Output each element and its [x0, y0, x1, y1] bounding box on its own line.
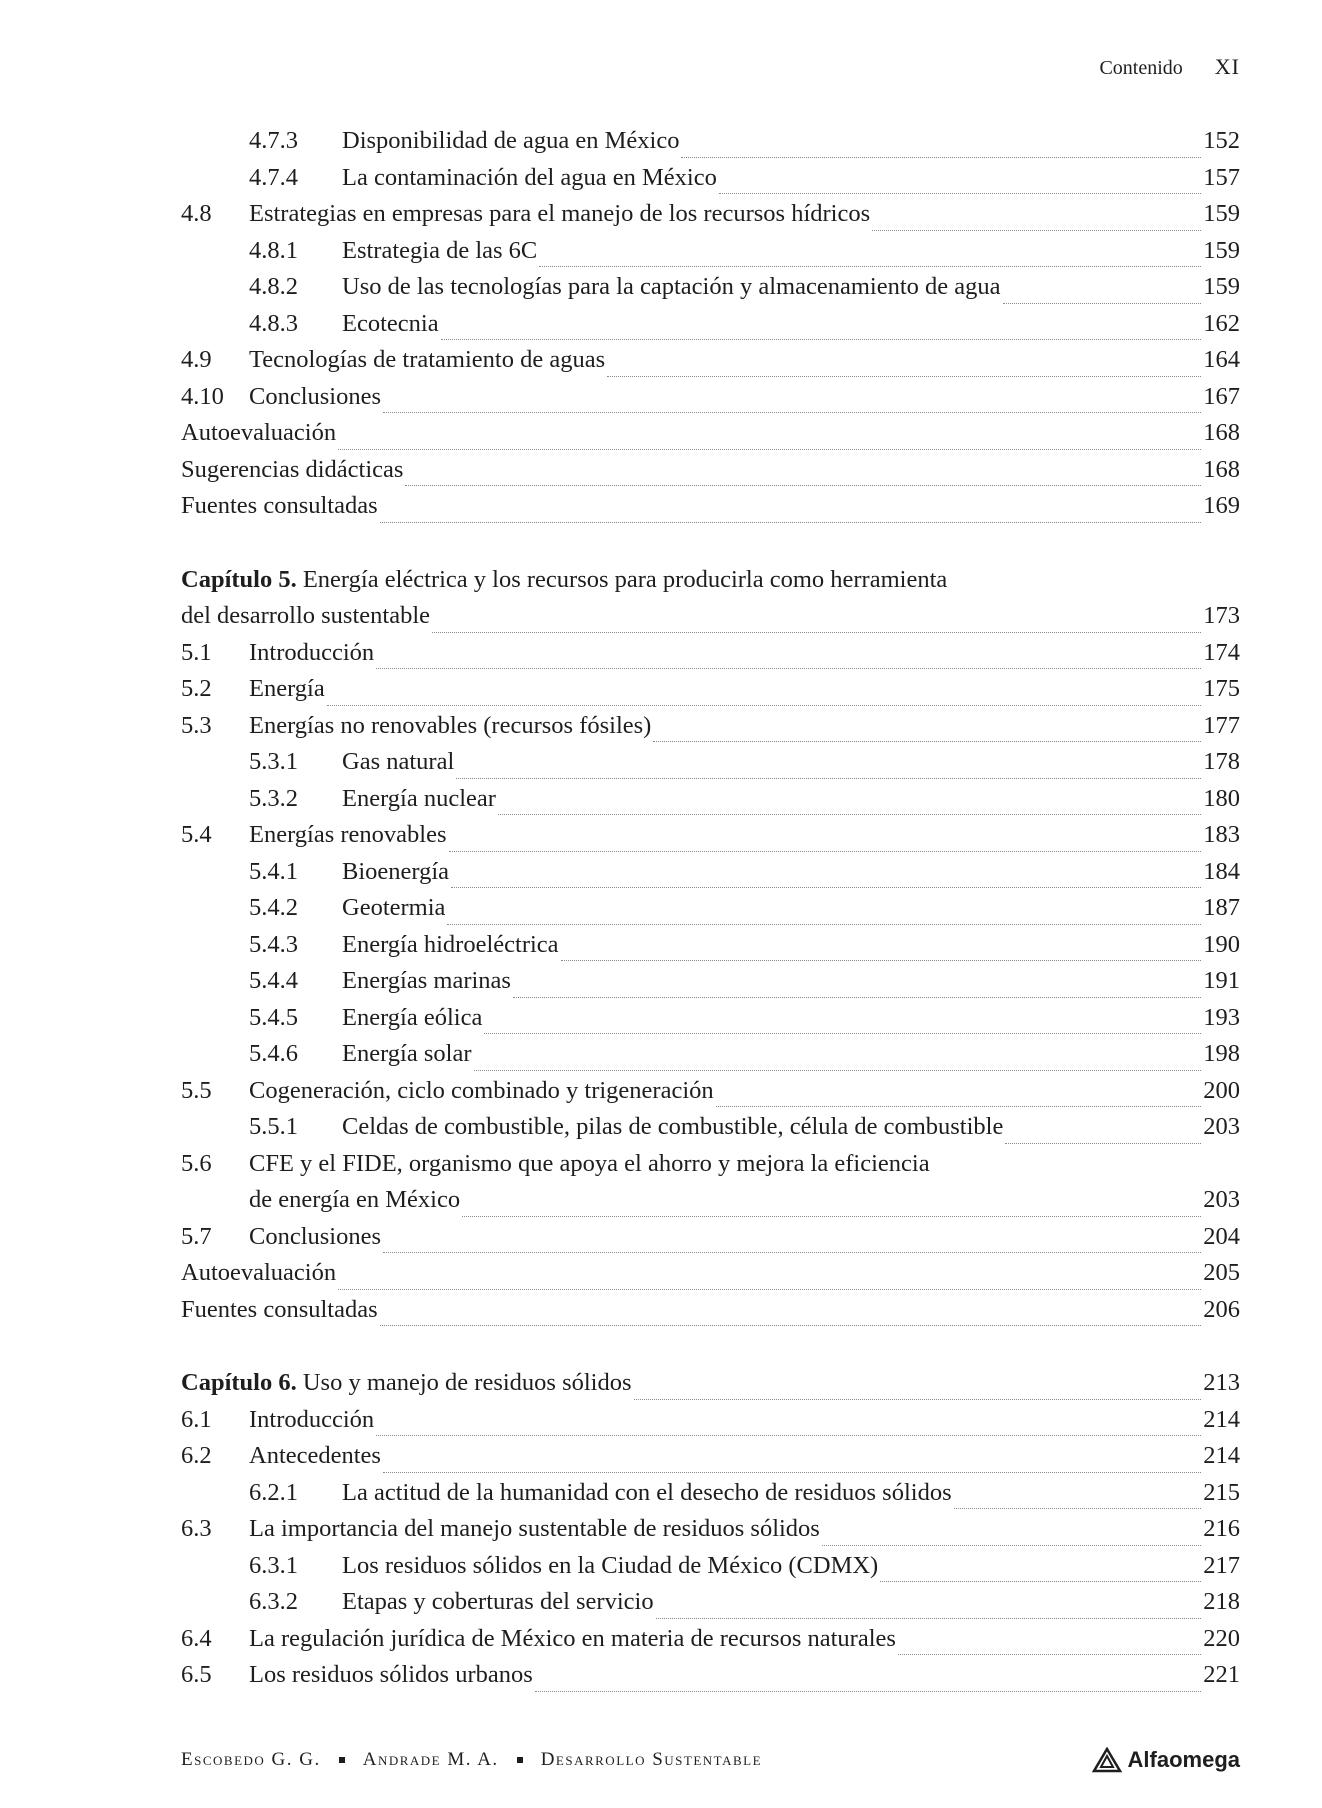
dot-leader	[474, 1070, 1202, 1071]
toc-entry[interactable]	[181, 1369, 1240, 1406]
toc-entry[interactable]	[181, 1515, 1240, 1552]
toc-entry-title: Conclusiones	[249, 382, 382, 410]
toc-entry-number: 5.2	[181, 675, 212, 702]
toc-entry-page: 168	[1203, 455, 1240, 483]
toc-entry-number: 6.5	[181, 1661, 212, 1688]
toc-entry-page: 159	[1203, 236, 1240, 264]
dot-leader	[656, 1618, 1202, 1619]
toc-entry-title: Geotermia	[342, 894, 446, 921]
toc-entry-page: 168	[1203, 419, 1240, 446]
toc-entry-title: Energía nuclear	[342, 784, 496, 812]
chapter-label: Capítulo 5.	[181, 565, 297, 593]
toc-entry-page: 205	[1203, 1259, 1240, 1286]
toc-entry[interactable]	[181, 785, 1240, 822]
dot-leader	[539, 266, 1201, 267]
toc-entry-number: 4.7.3	[249, 127, 298, 154]
dot-leader	[653, 741, 1201, 742]
publisher-logo	[1092, 1747, 1240, 1773]
dot-leader	[822, 1545, 1201, 1546]
toc-entry[interactable]	[181, 492, 1240, 529]
toc-entry-page: 217	[1203, 1551, 1240, 1579]
toc-entry-title: Los residuos sólidos en la Ciudad de México (CDMX)	[342, 1551, 879, 1579]
toc-entry[interactable]	[181, 237, 1240, 274]
section-spacer	[181, 1332, 1240, 1369]
dot-leader	[484, 1033, 1201, 1034]
toc-entry-number: 6.3.2	[249, 1588, 298, 1615]
dot-leader	[456, 778, 1201, 779]
dot-leader	[681, 157, 1201, 158]
toc-entry-page: 173	[1203, 602, 1240, 629]
dot-leader	[383, 412, 1201, 413]
toc-entry-page: 214	[1203, 1405, 1240, 1433]
toc-entry-number: 4.7.4	[249, 163, 298, 191]
dot-leader	[880, 1581, 1201, 1582]
toc-entry-title: La contaminación del agua en México	[342, 163, 717, 191]
toc-entry-title	[181, 1369, 632, 1397]
toc-entry-page: 167	[1203, 382, 1240, 410]
toc-entry[interactable]	[181, 748, 1240, 785]
toc-entry-page: 221	[1203, 1661, 1240, 1688]
toc-entry[interactable]	[181, 346, 1240, 383]
page-footer	[181, 1747, 1240, 1773]
toc-entry[interactable]	[181, 1625, 1240, 1662]
toc-entry-number: 5.4.2	[249, 894, 298, 921]
toc-entry-page: 178	[1203, 748, 1240, 775]
dot-leader	[498, 814, 1201, 815]
toc-entry-page: 157	[1203, 163, 1240, 191]
toc-entry-number: 6.3	[181, 1515, 212, 1542]
dot-leader	[898, 1654, 1201, 1655]
running-header	[1099, 54, 1240, 80]
toc-entry-number: 5.6	[181, 1149, 212, 1177]
toc-entry-number: 5.5.1	[249, 1113, 298, 1140]
toc-entry[interactable]	[181, 712, 1240, 749]
toc-entry[interactable]	[181, 1259, 1240, 1296]
dot-leader	[376, 1435, 1201, 1436]
toc-entry-title: La actitud de la humanidad con el desecho de residuos sólidos	[342, 1478, 952, 1506]
dot-leader	[719, 193, 1201, 194]
toc-entry[interactable]	[181, 967, 1240, 1004]
dot-leader	[716, 1106, 1202, 1107]
toc-entry-title: Fuentes consultadas	[181, 492, 378, 519]
toc-entry-title: Introducción	[249, 1405, 375, 1433]
dot-leader	[338, 1289, 1201, 1290]
alfaomega-triangle-icon	[1092, 1747, 1122, 1773]
toc-entry-page: 183	[1203, 821, 1240, 848]
toc-entry-number: 5.4.5	[249, 1003, 298, 1031]
dot-leader	[607, 376, 1201, 377]
toc-entry-title: La importancia del manejo sustentable de residuos sólidos	[249, 1515, 820, 1542]
separator-square-icon	[339, 1757, 345, 1763]
toc-entry-page: 174	[1203, 638, 1240, 666]
toc-entry-title: Energía hidroeléctrica	[342, 930, 559, 958]
toc-entry-number: 4.8.1	[249, 236, 298, 264]
toc-entry-title: CFE y el FIDE, organismo que apoya el ahorro y mejora la eficiencia	[249, 1149, 930, 1177]
dot-leader	[441, 339, 1202, 340]
toc-entry[interactable]	[181, 1661, 1240, 1698]
toc-entry-title: Disponibilidad de agua en México	[342, 127, 680, 154]
toc-entry-number: 5.1	[181, 638, 212, 666]
toc-entry-page: 213	[1203, 1369, 1240, 1396]
toc-entry[interactable]	[181, 1442, 1240, 1479]
toc-entry[interactable]	[181, 931, 1240, 968]
toc-entry-number: 6.1	[181, 1405, 212, 1433]
toc-entry[interactable]	[181, 310, 1240, 347]
toc-entry-title: del desarrollo sustentable	[181, 602, 431, 629]
toc-entry-page: 159	[1203, 273, 1240, 300]
dot-leader	[383, 1252, 1201, 1253]
toc-entry-title: La regulación jurídica de México en materia de recursos naturales	[249, 1624, 896, 1652]
dot-leader	[954, 1508, 1202, 1509]
dot-leader	[513, 997, 1201, 998]
toc-entry-page: 203	[1203, 1186, 1240, 1213]
toc-entry[interactable]	[181, 1113, 1240, 1150]
toc-entry-title: Gas natural	[342, 748, 455, 775]
toc-entry-title: de energía en México	[249, 1186, 461, 1213]
toc-entry-title: Energía solar	[342, 1040, 472, 1067]
toc-entry-title: Energía eólica	[342, 1003, 483, 1031]
toc-entry[interactable]	[181, 164, 1240, 201]
chapter-label: Capítulo 6.	[181, 1369, 297, 1396]
toc-entry-title: Autoevaluación	[181, 1259, 337, 1286]
dot-leader	[449, 851, 1202, 852]
toc-entry[interactable]	[181, 1186, 1240, 1223]
toc-entry-page: 162	[1203, 309, 1240, 337]
toc-entry[interactable]	[181, 1223, 1240, 1260]
toc-entry-page: 164	[1203, 346, 1240, 373]
toc-entry-title: Estrategia de las 6C	[342, 236, 538, 264]
toc-entry-title: Energías marinas	[342, 967, 511, 994]
toc-entry-title: Etapas y coberturas del servicio	[342, 1588, 654, 1615]
toc-entry-page: 215	[1203, 1478, 1240, 1506]
toc-entry-title: Introducción	[249, 638, 375, 666]
toc-entry-page: 203	[1203, 1113, 1240, 1140]
toc-entry-number: 5.5	[181, 1076, 212, 1104]
toc-entry-page: 169	[1203, 492, 1240, 519]
toc-entry-page: 193	[1203, 1003, 1240, 1031]
toc-entry-title: Energía	[249, 675, 325, 702]
toc-entry-number: 5.3.1	[249, 748, 298, 775]
toc-entry-title: Bioenergía	[342, 857, 450, 885]
toc-entry-number: 5.4.4	[249, 967, 298, 994]
publisher-name: Alfaomega	[1127, 1747, 1240, 1772]
dot-leader	[535, 1691, 1201, 1692]
toc-entry-number: 5.4.6	[249, 1040, 298, 1067]
toc-entry-page: 152	[1203, 127, 1240, 154]
toc-entry-title: Tecnologías de tratamiento de aguas	[249, 346, 606, 373]
toc-entry[interactable]	[181, 383, 1240, 420]
toc-entry-number: 6.2	[181, 1442, 212, 1469]
dot-leader	[634, 1399, 1202, 1400]
toc-entry[interactable]	[181, 1077, 1240, 1114]
toc-entry-number: 6.2.1	[249, 1478, 298, 1506]
toc-entry-title: Ecotecnia	[342, 309, 439, 337]
toc-entry[interactable]	[181, 456, 1240, 493]
toc-entry-page: 200	[1203, 1076, 1240, 1104]
toc-entry-title: Cogeneración, ciclo combinado y trigeneración	[249, 1076, 714, 1104]
toc-entry[interactable]	[181, 273, 1240, 310]
footer-author-1: Escobedo G. G.	[181, 1749, 321, 1770]
toc-entry-title	[181, 566, 947, 594]
dot-leader	[376, 668, 1201, 669]
toc-entry-number: 4.9	[181, 346, 212, 373]
footer-book-title: Desarrollo Sustentable	[540, 1749, 763, 1770]
toc-entry[interactable]	[181, 602, 1240, 639]
toc-entry[interactable]	[181, 566, 1240, 603]
toc-entry[interactable]	[181, 200, 1240, 237]
toc-entry[interactable]	[181, 675, 1240, 712]
dot-leader	[872, 230, 1201, 231]
toc-entry-page: 204	[1203, 1222, 1240, 1250]
toc-entry-title: Fuentes consultadas	[181, 1295, 378, 1323]
toc-entry-page: 216	[1203, 1515, 1240, 1542]
toc-entry[interactable]	[181, 1588, 1240, 1625]
toc-entry-number: 5.3	[181, 711, 212, 739]
toc-entry[interactable]	[181, 1004, 1240, 1041]
toc-entry-title: Estrategias en empresas para el manejo de los recursos hídricos	[249, 200, 871, 227]
toc-entry-title: Conclusiones	[249, 1222, 382, 1250]
header-label: Contenido	[1099, 57, 1183, 79]
toc-entry-title: Energías no renovables (recursos fósiles)	[249, 711, 652, 739]
toc-entry-number: 5.4	[181, 821, 212, 848]
toc-entry-title: Antecedentes	[249, 1442, 381, 1469]
dot-leader	[1005, 1143, 1201, 1144]
toc-entry[interactable]	[181, 1552, 1240, 1589]
toc-entry-page: 191	[1203, 967, 1240, 994]
toc-entry[interactable]	[181, 1479, 1240, 1516]
toc-entry-title: Uso de las tecnologías para la captación y almacenamiento de agua	[342, 273, 1001, 300]
dot-leader	[1003, 303, 1202, 304]
toc-entry-number: 4.8.2	[249, 273, 298, 300]
dot-leader	[405, 485, 1201, 486]
toc-entry-number: 5.3.2	[249, 784, 298, 812]
toc-entry[interactable]	[181, 858, 1240, 895]
toc-entry[interactable]	[181, 821, 1240, 858]
section-spacer	[181, 529, 1240, 566]
toc-entry-page: 198	[1203, 1040, 1240, 1067]
toc-entry-number: 6.4	[181, 1624, 212, 1652]
toc-entry-page: 184	[1203, 857, 1240, 885]
footer-author-2: Andrade M. A.	[362, 1749, 499, 1770]
toc-entry[interactable]	[181, 894, 1240, 931]
dot-leader	[380, 522, 1202, 523]
dot-leader	[462, 1216, 1201, 1217]
toc-entry[interactable]	[181, 127, 1240, 164]
toc-entry-number: 4.8.3	[249, 309, 298, 337]
dot-leader	[327, 705, 1202, 706]
dot-leader	[380, 1325, 1202, 1326]
toc-entry-page: 159	[1203, 200, 1240, 227]
toc-entry-page: 206	[1203, 1295, 1240, 1323]
toc-entry-page: 218	[1203, 1588, 1240, 1615]
toc-entry-title: Energías renovables	[249, 821, 447, 848]
page-number: XI	[1214, 54, 1240, 79]
toc-entry-page: 220	[1203, 1624, 1240, 1652]
dot-leader	[383, 1472, 1201, 1473]
dot-leader	[561, 960, 1202, 961]
toc-entry-title: Autoevaluación	[181, 419, 337, 446]
toc-entry-page: 187	[1203, 894, 1240, 921]
toc-entry-number: 5.7	[181, 1222, 212, 1250]
toc-entry-number: 4.10	[181, 382, 224, 410]
toc-entry-page: 177	[1203, 711, 1240, 739]
dot-leader	[447, 924, 1201, 925]
toc-entry-number: 5.4.3	[249, 930, 298, 958]
toc-entry-page: 190	[1203, 930, 1240, 958]
toc-entry-title: Sugerencias didácticas	[181, 455, 404, 483]
dot-leader	[432, 632, 1201, 633]
toc-entry[interactable]	[181, 1150, 1240, 1187]
toc-entry[interactable]	[181, 639, 1240, 676]
toc-entry[interactable]	[181, 1040, 1240, 1077]
toc-entry-page: 175	[1203, 675, 1240, 702]
toc-entry-page: 214	[1203, 1442, 1240, 1469]
chapter-title: Energía eléctrica y los recursos para producirla como herramienta	[302, 565, 948, 593]
dot-leader	[338, 449, 1201, 450]
toc-entry-title: Los residuos sólidos urbanos	[249, 1661, 533, 1688]
toc-entry-number: 6.3.1	[249, 1551, 298, 1579]
toc-entry[interactable]	[181, 419, 1240, 456]
toc-entry[interactable]	[181, 1406, 1240, 1443]
toc-entry[interactable]	[181, 1296, 1240, 1333]
toc-entry-number: 5.4.1	[249, 857, 298, 885]
table-of-contents	[181, 127, 1240, 1698]
dot-leader	[451, 887, 1201, 888]
toc-entry-title: Celdas de combustible, pilas de combustible, célula de combustible	[342, 1113, 1004, 1140]
chapter-title: Uso y manejo de residuos sólidos	[302, 1369, 632, 1396]
toc-entry-page: 180	[1203, 784, 1240, 812]
toc-entry-number: 4.8	[181, 200, 212, 227]
separator-square-icon	[517, 1757, 523, 1763]
